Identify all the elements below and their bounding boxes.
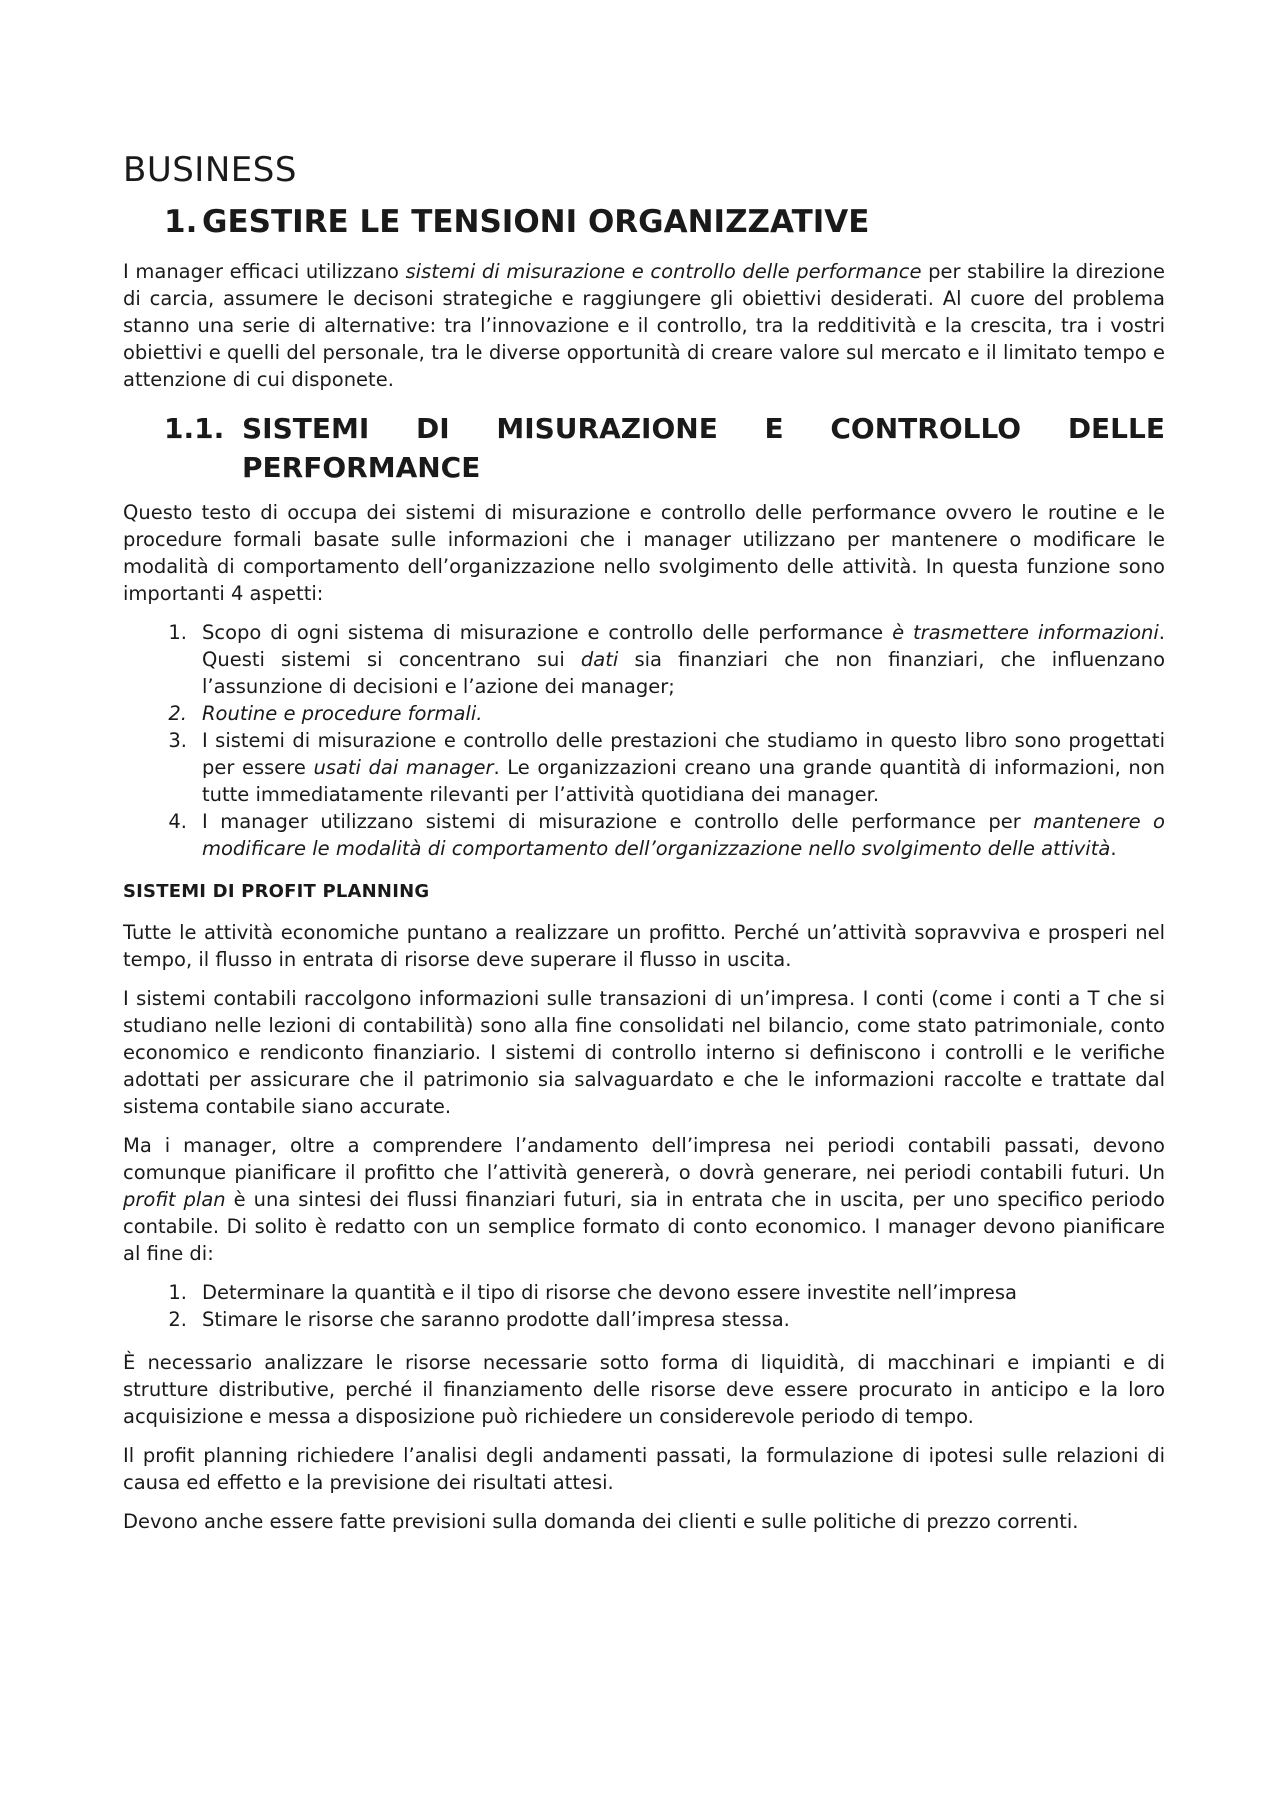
list-item	[123, 619, 1165, 700]
emphasis-text: dati	[580, 648, 619, 671]
list-number: 1.	[168, 621, 187, 644]
list-number: 4.	[168, 810, 187, 833]
list-item-text	[202, 727, 1165, 808]
list-item-text: Routine e procedure formali.	[202, 702, 483, 725]
list-item	[123, 1279, 1165, 1306]
planning-list	[123, 1279, 1165, 1333]
emphasis-text: usati dai manager	[313, 756, 494, 779]
text-run: Ma i manager, oltre a comprendere l’andamento dell’impresa nei periodi contabili passati, devono comunque pianificare il profitto che l’attività genererà, o dovrà generare, nei periodi contabili futuri. Un	[123, 1134, 1165, 1184]
list-item-text	[202, 619, 1165, 700]
subheading: SISTEMI DI PROFIT PLANNING	[123, 881, 430, 902]
section-number: 1.	[164, 204, 198, 240]
text-run: Scopo di ogni sistema di misurazione e controllo delle performance	[202, 621, 893, 644]
text-run: I manager efficaci utilizzano	[123, 260, 406, 283]
text-run: I manager utilizzano sistemi di misurazione e controllo delle performance per	[202, 810, 1034, 833]
list-item-text: Stimare le risorse che saranno prodotte dall’impresa stessa.	[202, 1308, 790, 1331]
aspects-list	[123, 619, 1165, 862]
emphasis-text: sistemi di misurazione e controllo delle performance	[405, 260, 922, 283]
paragraph: Questo testo di occupa dei sistemi di misurazione e controllo delle performance ovvero le routine e le procedure formali basate sulle informazioni che i manager utilizzano per mantenere o modificare le modalità di comportamento dell’organizzazione nello svolgimento delle attività. In questa funzione sono importanti 4 aspetti:	[123, 501, 1165, 605]
paragraph: Il profit planning richiedere l’analisi degli andamenti passati, la formulazione di ipotesi sulle relazioni di causa ed effetto e la previsione dei risultati attesi.	[123, 1444, 1165, 1494]
text-run: per stabilire la direzione di carcia, assumere le decisoni strategiche e raggiungere gli obiettivi desiderati. Al cuore del problema stanno una serie di alternative: tra l’innovazione e il controllo, tra la redditività e la crescita, tra i vostri obiettivi e quelli del personale, tra le diverse opportunità di creare valore sul mercato e il limitato tempo e attenzione di cui disponete.	[123, 260, 1165, 391]
subsection-number: 1.1.	[164, 412, 225, 445]
subsection-title-line: SISTEMI DI MISURAZIONE E CONTROLLO DELLE	[242, 412, 1165, 445]
paragraph: Tutte le attività economiche puntano a realizzare un profitto. Perché un’attività sopravviva e prosperi nel tempo, il flusso in entrata di risorse deve superare il flusso in uscita.	[123, 921, 1165, 971]
list-item	[123, 1306, 1165, 1333]
text-run: è una sintesi dei flussi finanziari futuri, sia in entrata che in uscita, per uno specifico periodo contabile. Di solito è redatto con un semplice formato di conto economico. I manager devono pianificare al fine di:	[123, 1188, 1165, 1265]
text-run: I sistemi di misurazione e controllo delle prestazioni che studiamo in questo libro sono progettati per essere	[202, 729, 1165, 779]
emphasis-text: è trasmettere informazioni	[892, 621, 1159, 644]
text-run: sia finanziari che non finanziari, che influenzano l’assunzione di decisioni e l’azione dei manager;	[202, 648, 1166, 698]
paragraph: Devono anche essere fatte previsioni sulla domanda dei clienti e sulle politiche di prezzo correnti.	[123, 1510, 1079, 1533]
paragraph: È necessario analizzare le risorse necessarie sotto forma di liquidità, di macchinari e impianti e di strutture distributive, perché il finanziamento delle risorse deve essere procurato in anticipo e la loro acquisizione e messa a disposizione può richiedere un considerevole periodo di tempo.	[123, 1351, 1165, 1428]
list-item	[123, 700, 1165, 727]
list-item	[123, 727, 1165, 808]
list-item	[123, 808, 1165, 862]
section-heading	[164, 202, 1165, 242]
subsection-heading	[164, 409, 1165, 487]
list-number: 2.	[168, 702, 187, 725]
paragraph: I sistemi contabili raccolgono informazioni sulle transazioni di un’impresa. I conti (come i conti a T che si studiano nelle lezioni di contabilità) sono alla fine consolidati nel bilancio, come stato patrimoniale, conto economico e rendiconto finanziario. I sistemi di controllo interno si definiscono i controlli e le verifiche adottati per assicurare che il patrimonio sia salvaguardato e che le informazioni raccolte e trattate dal sistema contabile siano accurate.	[123, 987, 1165, 1118]
subsection-title-line: PERFORMANCE	[242, 451, 481, 484]
list-item-text	[202, 808, 1165, 862]
text-run: .	[1110, 837, 1117, 860]
section-title: GESTIRE LE TENSIONI ORGANIZZATIVE	[202, 204, 870, 240]
list-number: 3.	[168, 729, 187, 752]
intro-paragraph	[123, 258, 1165, 393]
list-number: 1.	[168, 1281, 187, 1304]
text-run: . Questi sistemi si concentrano sui	[202, 621, 1165, 671]
document-page	[123, 150, 1165, 1547]
document-title: BUSINESS	[123, 150, 297, 190]
emphasis-text: mantenere o modificare le modalità di comportamento dell’organizzazione nello svolgimento delle attività	[202, 810, 1165, 860]
text-run: . Le organizzazioni creano una grande quantità di informazioni, non tutte immediatamente rilevanti per l’attività quotidiana dei manager.	[202, 756, 1165, 806]
emphasis-text: profit plan	[123, 1188, 226, 1211]
subsection-title	[242, 409, 1165, 487]
list-number: 2.	[168, 1308, 187, 1331]
list-item-text: Determinare la quantità e il tipo di risorse che devono essere investite nell’impresa	[202, 1281, 1017, 1304]
paragraph	[123, 1132, 1165, 1267]
